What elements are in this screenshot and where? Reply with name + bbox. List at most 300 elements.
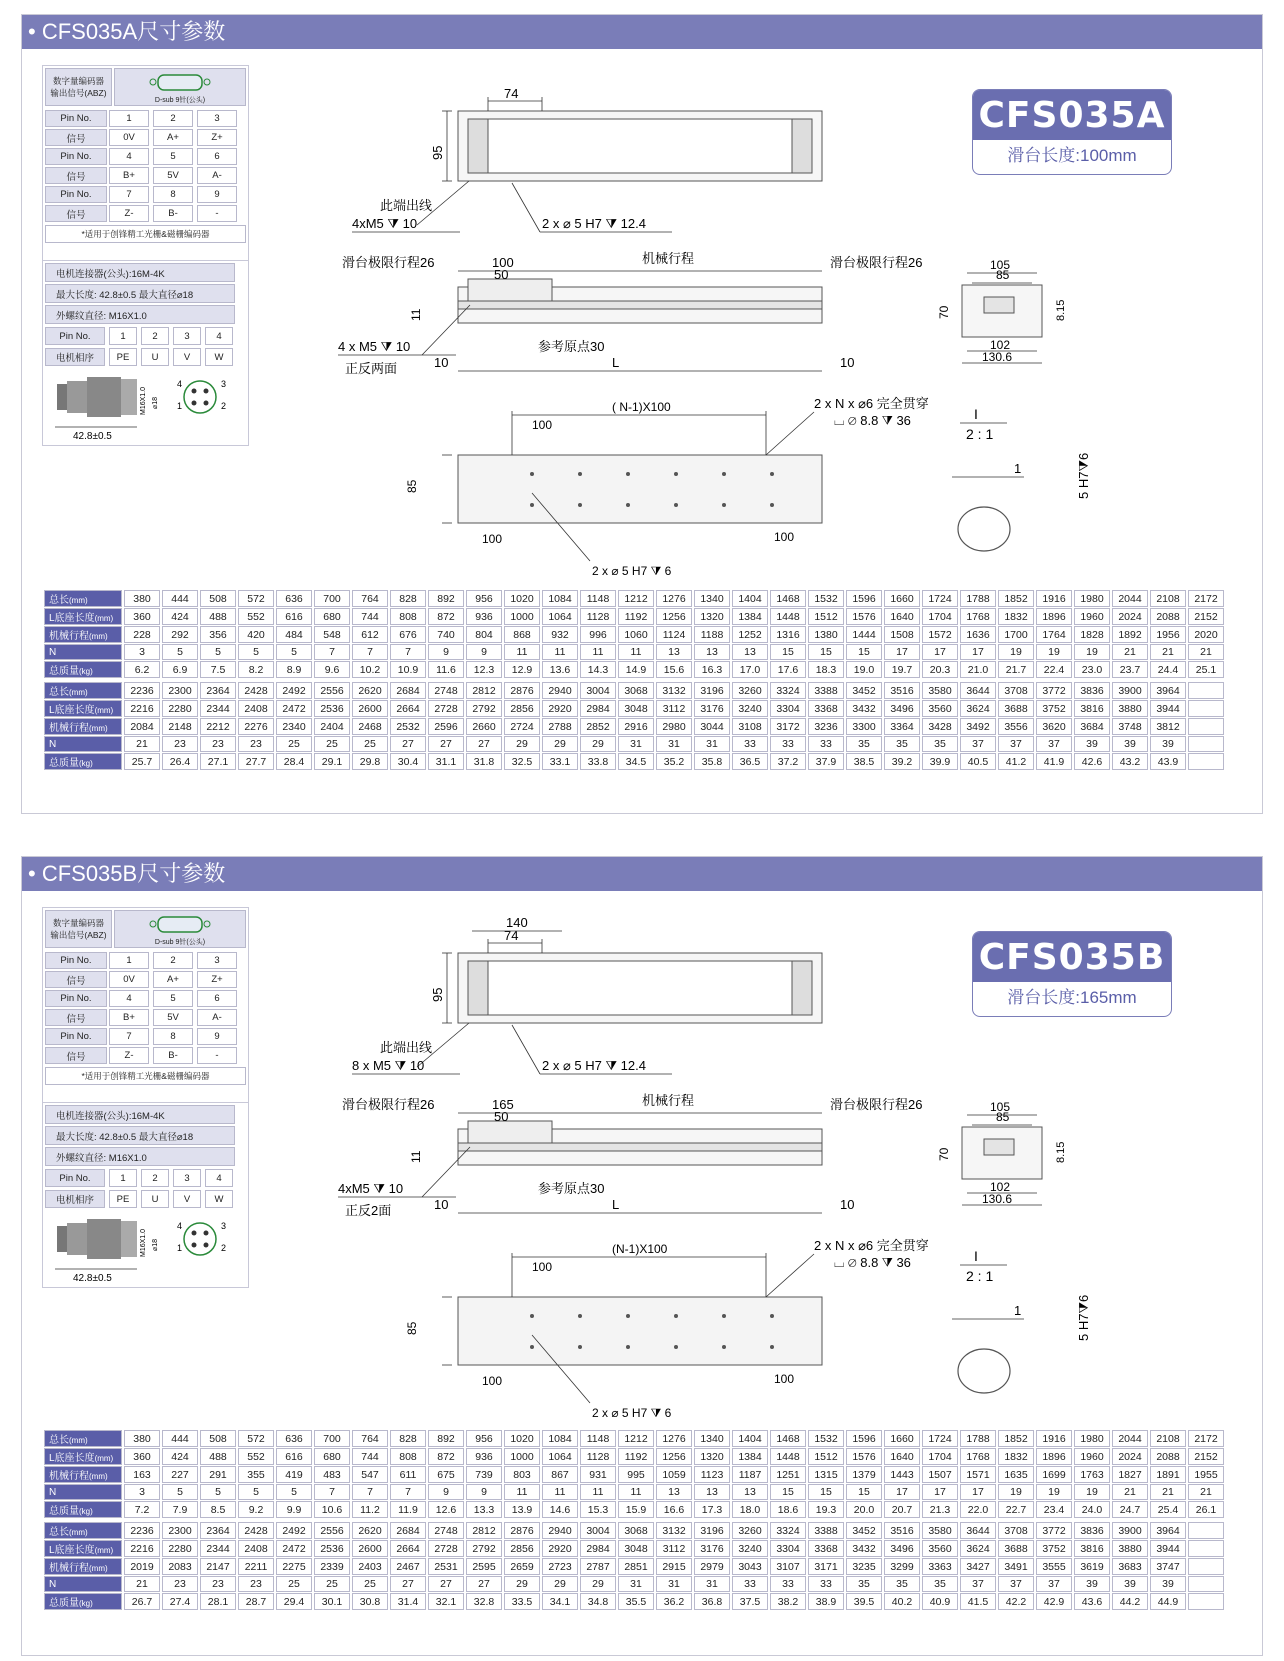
table-cell: 1596 xyxy=(846,590,882,607)
table-cell: 996 xyxy=(580,626,616,643)
table-row xyxy=(44,1466,1224,1483)
table-cell: 3043 xyxy=(732,1558,768,1575)
table-cell: 3900 xyxy=(1112,1522,1148,1539)
dim-L: L xyxy=(612,355,620,370)
table-cell: 956 xyxy=(466,590,502,607)
table-cell: 38.2 xyxy=(770,1593,806,1610)
row-header-text: N xyxy=(49,1486,57,1498)
table-cell: 2748 xyxy=(428,682,464,699)
table-cell: 872 xyxy=(428,608,464,625)
table-cell: 163 xyxy=(124,1466,160,1483)
table-cell: 1704 xyxy=(922,608,958,625)
table-cell: 37 xyxy=(1036,1576,1072,1592)
pin-cell: 3 xyxy=(173,1169,201,1187)
table-cell: 2492 xyxy=(276,682,312,699)
table-cell: 5 xyxy=(238,644,274,660)
table-cell: 1571 xyxy=(960,1466,996,1483)
table-cell: 27 xyxy=(390,1576,426,1592)
pin-cell: B- xyxy=(153,1047,193,1064)
table-cell: 1896 xyxy=(1036,608,1072,625)
table-cell: 868 xyxy=(504,626,540,643)
table-cell: 19.0 xyxy=(846,661,882,678)
encoder-note: *适用于创锋精工光栅&磁栅编码器 xyxy=(45,225,246,243)
table-cell: 1640 xyxy=(884,1448,920,1465)
table-cell: 2920 xyxy=(542,1540,578,1557)
table-cell: 27 xyxy=(466,736,502,752)
table-cell: 1532 xyxy=(808,590,844,607)
table-cell: 1059 xyxy=(656,1466,692,1483)
table-cell: 2915 xyxy=(656,1558,692,1575)
table-cell: 3836 xyxy=(1074,1522,1110,1539)
table-cell: 1763 xyxy=(1074,1466,1110,1483)
motor-spec-row: 电机连接器(公头):16M-4K xyxy=(45,1105,235,1124)
table-cell: 31 xyxy=(694,736,730,752)
row-header-text: 总质量 xyxy=(49,1598,79,1609)
encoder-header: 数字量编码器 输出信号(ABZ) xyxy=(45,910,112,948)
table-cell: 3004 xyxy=(580,682,616,699)
row-header-text: 总长 xyxy=(49,1435,69,1446)
table-cell: 11.2 xyxy=(352,1501,388,1518)
table-cell: 3964 xyxy=(1150,1522,1186,1539)
table-cell: 3300 xyxy=(846,718,882,735)
row-header-unit: (mm) xyxy=(89,1564,108,1573)
table-cell: 3580 xyxy=(922,1522,958,1539)
mech-travel-label: 机械行程 xyxy=(642,1093,695,1108)
row-header xyxy=(44,1593,122,1610)
table-cell: 33.5 xyxy=(504,1593,540,1610)
table-cell: 27 xyxy=(428,1576,464,1592)
table-cell: 37 xyxy=(998,736,1034,752)
table-cell: 2152 xyxy=(1188,608,1224,625)
table-cell: 2212 xyxy=(200,718,236,735)
table-cell: 2472 xyxy=(276,700,312,717)
table-gap xyxy=(44,1519,1224,1521)
table-cell: 2019 xyxy=(124,1558,160,1575)
table-cell: 37.5 xyxy=(732,1593,768,1610)
table-cell: 3816 xyxy=(1074,700,1110,717)
table-cell: 1635 xyxy=(998,1466,1034,1483)
row-header-unit: (mm) xyxy=(94,614,114,623)
table-cell: 1636 xyxy=(960,626,996,643)
table-cell: 35 xyxy=(884,736,920,752)
table-cell: 19 xyxy=(1036,644,1072,660)
counterbore-label: ⌴ ⌀ 8.8 ⧩ 36 xyxy=(834,413,911,428)
table-cell: 2748 xyxy=(428,1522,464,1539)
table-cell: 41.9 xyxy=(1036,753,1072,770)
table-row xyxy=(44,1540,1224,1557)
dim-slider: 165 xyxy=(492,1097,514,1112)
table-cell: 360 xyxy=(124,608,160,625)
dim-10-left: 10 xyxy=(434,355,449,370)
table-cell: 33.1 xyxy=(542,753,578,770)
pin-cell: Pin No. xyxy=(45,1169,105,1187)
detail-1: 1 xyxy=(1014,1303,1022,1318)
table-cell: 1896 xyxy=(1036,1448,1072,1465)
table-cell: 2408 xyxy=(238,700,274,717)
table-cell: 7 xyxy=(352,644,388,660)
table-cell: 35 xyxy=(884,1576,920,1592)
table-cell: 2408 xyxy=(238,1540,274,1557)
table-cell: 995 xyxy=(618,1466,654,1483)
table-cell: 13 xyxy=(656,1484,692,1500)
table-cell: 2428 xyxy=(238,1522,274,1539)
table-cell: 3964 xyxy=(1150,682,1186,699)
table-cell: 37 xyxy=(960,736,996,752)
table-cell: 35 xyxy=(846,736,882,752)
pin-cell: 4 xyxy=(205,327,233,345)
table-cell: 9 xyxy=(466,644,502,660)
motor-pin-label: 2 xyxy=(221,1243,227,1253)
seq-cell: V xyxy=(173,348,201,366)
table-cell: 2916 xyxy=(618,718,654,735)
pin-cell: 1 xyxy=(109,1169,137,1187)
table-cell: 9 xyxy=(428,1484,464,1500)
mount-holes-label: 8 x M5 ⧩ 10 xyxy=(352,1058,425,1073)
end-815: 8.15 xyxy=(1055,299,1067,321)
table-cell: 1404 xyxy=(732,590,768,607)
table-cell: 3176 xyxy=(694,700,730,717)
table-cell: 33 xyxy=(808,736,844,752)
table-cell: 2556 xyxy=(314,682,350,699)
row-header-text: 总质量 xyxy=(49,758,79,769)
table-cell: 35.5 xyxy=(618,1593,654,1610)
pin-cell: 2 xyxy=(153,110,193,127)
table-cell: 1124 xyxy=(656,626,692,643)
pin-cell: 7 xyxy=(109,1028,149,1045)
table-cell: 3432 xyxy=(846,1540,882,1557)
table-cell: 3107 xyxy=(770,1558,806,1575)
table-cell: 2088 xyxy=(1150,1448,1186,1465)
table-cell: 1699 xyxy=(1036,1466,1072,1483)
seq-cell: PE xyxy=(109,1190,137,1208)
table-cell: 700 xyxy=(314,590,350,607)
table-cell: 3304 xyxy=(770,1540,806,1557)
seq-cell: V xyxy=(173,1190,201,1208)
table-cell xyxy=(1188,1540,1224,1557)
bottom-100-a: 100 xyxy=(532,418,553,432)
table-cell: 25.7 xyxy=(124,753,160,770)
motor-spec-row: 外螺纹直径: M16X1.0 xyxy=(45,1147,235,1166)
table-cell: 26.4 xyxy=(162,753,198,770)
table-cell: 3496 xyxy=(884,1540,920,1557)
motor-pin-label: 2 xyxy=(221,401,227,411)
pin-cell: 4 xyxy=(109,148,149,165)
pin-cell: Z- xyxy=(109,1047,149,1064)
table-cell: 19 xyxy=(998,644,1034,660)
dim-50: 50 xyxy=(494,1109,509,1124)
table-cell xyxy=(1188,682,1224,699)
table-cell: 2280 xyxy=(162,1540,198,1557)
table-cell: 17 xyxy=(922,644,958,660)
table-cell: 3388 xyxy=(808,682,844,699)
bottom-100-b: 100 xyxy=(482,1374,503,1388)
table-cell: 33.8 xyxy=(580,753,616,770)
origin-label: 参考原点30 xyxy=(538,339,605,354)
table-cell: 2084 xyxy=(124,718,160,735)
table-cell: 3324 xyxy=(770,682,806,699)
table-cell: 3747 xyxy=(1150,1558,1186,1575)
table-cell: 2108 xyxy=(1150,590,1186,607)
pin-cell: 2 xyxy=(141,1169,169,1187)
table-cell: 1128 xyxy=(580,608,616,625)
table-cell: 2876 xyxy=(504,682,540,699)
table-cell: 2788 xyxy=(542,718,578,735)
pin-row-label: Pin No. xyxy=(45,990,107,1007)
table-cell: 16.3 xyxy=(694,661,730,678)
encoder-header: 数字量编码器 输出信号(ABZ) xyxy=(45,68,112,106)
table-cell: 2211 xyxy=(238,1558,274,1575)
row-header-unit: (mm) xyxy=(69,688,88,697)
counterbore-label: ⌴ ⌀ 8.8 ⧩ 36 xyxy=(834,1255,911,1270)
table-row xyxy=(44,1558,1224,1575)
table-cell: 3452 xyxy=(846,682,882,699)
table-cell: 17 xyxy=(960,1484,996,1500)
table-cell: 3368 xyxy=(808,700,844,717)
table-cell: 1448 xyxy=(770,1448,806,1465)
table-cell: 3644 xyxy=(960,682,996,699)
dim-11: 11 xyxy=(409,1150,423,1163)
table-cell: 1576 xyxy=(846,608,882,625)
table-cell: 936 xyxy=(466,608,502,625)
table-cell: 2659 xyxy=(504,1558,540,1575)
table-cell: 3688 xyxy=(998,700,1034,717)
mount-holes-side: 4xM5 ⧩ 10 xyxy=(338,1181,404,1196)
row-header-text: N xyxy=(49,738,57,750)
table-cell: 19 xyxy=(1074,1484,1110,1500)
table-cell: 1123 xyxy=(694,1466,730,1483)
table-cell: 11 xyxy=(618,1484,654,1500)
pin-cell: 9 xyxy=(197,1028,237,1045)
row-header xyxy=(44,1484,122,1500)
model-name: CFS035B xyxy=(973,932,1171,982)
pin-cell: 2 xyxy=(141,327,169,345)
table-cell: 3624 xyxy=(960,1540,996,1557)
table-cell: 1276 xyxy=(656,590,692,607)
table-cell: 8.5 xyxy=(200,1501,236,1518)
table-cell xyxy=(1188,1522,1224,1539)
table-cell: 27.1 xyxy=(200,753,236,770)
table-row xyxy=(44,590,1224,607)
row-header-unit: (mm) xyxy=(69,1528,88,1537)
table-cell: 35.2 xyxy=(656,753,692,770)
table-cell: 29.1 xyxy=(314,753,350,770)
table-cell: 19 xyxy=(998,1484,1034,1500)
table-cell: 29.8 xyxy=(352,753,388,770)
table-cell: 2876 xyxy=(504,1522,540,1539)
section-title: • CFS035A尺寸参数 xyxy=(22,15,1262,49)
row-header xyxy=(44,1522,122,1539)
table-cell: 15 xyxy=(808,1484,844,1500)
table-cell: 3560 xyxy=(922,1540,958,1557)
table-cell: 616 xyxy=(276,608,312,625)
table-cell: 2984 xyxy=(580,700,616,717)
table-cell: 2620 xyxy=(352,1522,388,1539)
row-header xyxy=(44,753,122,770)
table-cell: 16.6 xyxy=(656,1501,692,1518)
table-row xyxy=(44,718,1224,735)
table-cell: 3748 xyxy=(1112,718,1148,735)
dim-10-right: 10 xyxy=(840,1197,855,1212)
table-cell: 2664 xyxy=(390,700,426,717)
table-cell: 2556 xyxy=(314,1522,350,1539)
table-cell: 1192 xyxy=(618,608,654,625)
table-cell: 24.7 xyxy=(1112,1501,1148,1518)
pin-cell: B- xyxy=(153,205,193,222)
pin-cell: 0V xyxy=(109,971,149,988)
table-cell: 1640 xyxy=(884,608,920,625)
table-cell: 1188 xyxy=(694,626,730,643)
table-row xyxy=(44,1430,1224,1447)
table-cell: 3260 xyxy=(732,682,768,699)
table-cell: 1148 xyxy=(580,1430,616,1447)
table-cell: 1956 xyxy=(1150,626,1186,643)
table-cell: 1724 xyxy=(922,590,958,607)
table-cell: 30.1 xyxy=(314,1593,350,1610)
bottom-85: 85 xyxy=(405,479,419,493)
table-cell: 5 xyxy=(276,644,312,660)
table-cell: 3644 xyxy=(960,1522,996,1539)
row-header-text: L底座长度 xyxy=(49,613,95,624)
table-cell: 43.6 xyxy=(1074,1593,1110,1610)
origin-label: 参考原点30 xyxy=(538,1181,605,1196)
table-cell: 17.6 xyxy=(770,661,806,678)
row-header xyxy=(44,1540,122,1557)
row-header xyxy=(44,682,122,699)
table-cell: 3880 xyxy=(1112,1540,1148,1557)
motor-pin-label: 1 xyxy=(177,1243,183,1253)
table-cell: 18.6 xyxy=(770,1501,806,1518)
table-cell: 10.2 xyxy=(352,661,388,678)
table-cell: 21 xyxy=(124,1576,160,1592)
table-cell: 42.9 xyxy=(1036,1593,1072,1610)
table-cell: 25 xyxy=(314,736,350,752)
table-cell: 3235 xyxy=(846,1558,882,1575)
table-cell: 867 xyxy=(542,1466,578,1483)
diameter-label: ⌀18 xyxy=(152,396,159,409)
table-cell: 43.2 xyxy=(1112,753,1148,770)
pin-cell: 6 xyxy=(197,990,237,1007)
limit-travel-right: 滑台极限行程26 xyxy=(830,255,923,270)
seq-cell: U xyxy=(141,1190,169,1208)
table-cell: 1532 xyxy=(808,1430,844,1447)
table-cell: 483 xyxy=(314,1466,350,1483)
table-cell: 2088 xyxy=(1150,608,1186,625)
row-header-text: 机械行程 xyxy=(49,1563,89,1574)
table-cell: 39 xyxy=(1150,1576,1186,1592)
row-header-text: 总质量 xyxy=(49,666,79,677)
table-cell: 1064 xyxy=(542,608,578,625)
table-cell: 872 xyxy=(428,1448,464,1465)
table-cell: 23 xyxy=(162,736,198,752)
table-cell: 19.7 xyxy=(884,661,920,678)
table-cell: 2083 xyxy=(162,1558,198,1575)
table-cell: 37 xyxy=(960,1576,996,1592)
table-cell: 2856 xyxy=(504,1540,540,1557)
table-cell: 1384 xyxy=(732,608,768,625)
row-header-text: 总长 xyxy=(49,1527,69,1538)
detail-scale: 2 : 1 xyxy=(966,1268,994,1284)
table-cell: 1468 xyxy=(770,1430,806,1447)
table-cell: 1891 xyxy=(1150,1466,1186,1483)
table-cell: 39 xyxy=(1150,736,1186,752)
table-cell: 3620 xyxy=(1036,718,1072,735)
row-header-unit: (mm) xyxy=(69,596,88,605)
table-cell: 3491 xyxy=(998,1558,1034,1575)
pin-cell: 7 xyxy=(109,186,149,203)
pin-cell: Pin No. xyxy=(45,327,105,345)
table-cell: 29 xyxy=(542,736,578,752)
row-header xyxy=(44,590,122,607)
table-cell: 30.8 xyxy=(352,1593,388,1610)
table-cell: 2364 xyxy=(200,682,236,699)
table-cell: 7 xyxy=(390,1484,426,1500)
slider-length: 滑台长度:165mm xyxy=(1007,988,1137,1007)
pitch-label: (N-1)X100 xyxy=(612,1242,668,1256)
table-cell: 13 xyxy=(694,644,730,660)
row-header xyxy=(44,661,122,678)
table-row xyxy=(44,1522,1224,1539)
end-105: 105 xyxy=(990,258,1011,272)
table-cell: 2620 xyxy=(352,682,388,699)
table-cell: 2152 xyxy=(1188,1448,1224,1465)
table-cell: 11 xyxy=(504,1484,540,1500)
table-cell: 1444 xyxy=(846,626,882,643)
pin-cell: A+ xyxy=(153,971,193,988)
table-cell: 38.9 xyxy=(808,1593,844,1610)
table-cell: 2339 xyxy=(314,1558,350,1575)
table-cell: 1340 xyxy=(694,590,730,607)
table-row xyxy=(44,1484,1224,1500)
table-cell: 424 xyxy=(162,608,198,625)
row-header xyxy=(44,736,122,752)
table-cell: 31.4 xyxy=(390,1593,426,1610)
pin-holes-label: 2 x ⌀ 5 H7 ⧩ 12.4 xyxy=(542,216,646,231)
table-cell: 3516 xyxy=(884,682,920,699)
table-cell: 1084 xyxy=(542,590,578,607)
dim-10-right: 10 xyxy=(840,355,855,370)
table-cell: 12.9 xyxy=(504,661,540,678)
table-cell: 2275 xyxy=(276,1558,312,1575)
table-cell: 700 xyxy=(314,1430,350,1447)
motor-length: 42.8±0.5 xyxy=(73,431,112,442)
table-cell: 2344 xyxy=(200,700,236,717)
table-cell: 2340 xyxy=(276,718,312,735)
table-cell: 1212 xyxy=(618,590,654,607)
table-cell: 3068 xyxy=(618,682,654,699)
table-cell: 18.3 xyxy=(808,661,844,678)
bottom-100-c: 100 xyxy=(774,1372,795,1386)
wire-outlet-label: 此端出线 xyxy=(380,1040,433,1055)
table-cell: 7.5 xyxy=(200,661,236,678)
table-cell: 1276 xyxy=(656,1430,692,1447)
motor-spec-row: 最大长度: 42.8±0.5 最大直径⌀18 xyxy=(45,1126,235,1145)
table-cell: 2852 xyxy=(580,718,616,735)
pin-cell: 4 xyxy=(205,1169,233,1187)
table-cell: 13 xyxy=(694,1484,730,1500)
table-cell: 2979 xyxy=(694,1558,730,1575)
table-cell: 572 xyxy=(238,1430,274,1447)
table-cell: 764 xyxy=(352,1430,388,1447)
row-header-text: L底座长度 xyxy=(49,705,95,716)
table-cell: 2940 xyxy=(542,682,578,699)
table-cell: 611 xyxy=(390,1466,426,1483)
table-cell: 15.6 xyxy=(656,661,692,678)
table-cell: 548 xyxy=(314,626,350,643)
pin-cell: 1 xyxy=(109,952,149,969)
table-cell: 1315 xyxy=(808,1466,844,1483)
row-header xyxy=(44,1576,122,1592)
table-cell: 5 xyxy=(162,644,198,660)
